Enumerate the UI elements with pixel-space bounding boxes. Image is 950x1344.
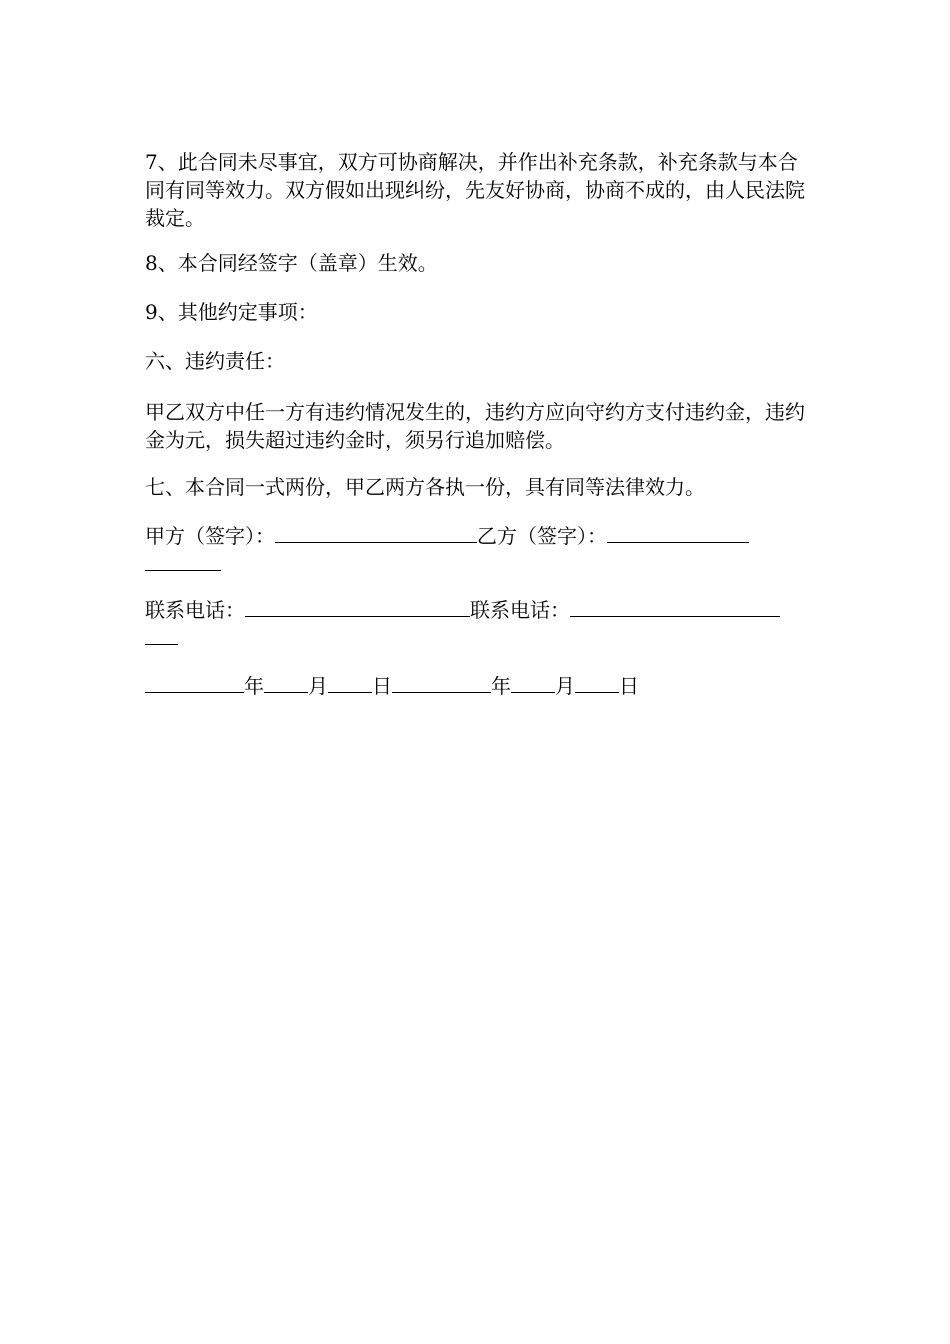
party-b-sign-blank[interactable] xyxy=(607,522,749,543)
date-a-month-label: 月 xyxy=(308,674,328,698)
date-line xyxy=(145,672,639,700)
date-a-month-blank[interactable] xyxy=(264,672,308,693)
contact-phone-label-b: 联系电话： xyxy=(470,598,570,622)
contact-phone-line xyxy=(145,596,780,624)
section-7-paragraph: 七、本合同一式两份，甲乙两方各执一份，具有同等法律效力。 xyxy=(145,475,705,499)
clause-9-paragraph: 9、其他约定事项： xyxy=(145,300,318,324)
clause-8-paragraph: 8、本合同经签字（盖章）生效。 xyxy=(145,251,438,275)
section-6-body: 甲乙双方中任一方有违约情况发生的，违约方应向守约方支付违约金，违约金为元，损失超过违约金时，须另行追加赔偿。 xyxy=(145,400,805,452)
date-b-month-blank[interactable] xyxy=(511,672,555,693)
section-6-title: 六、违约责任： xyxy=(145,349,285,373)
date-b-year-label: 年 xyxy=(491,674,511,698)
party-a-sign-label: 甲方（签字）： xyxy=(145,524,275,548)
date-a-year-label: 年 xyxy=(244,674,264,698)
party-b-sign-blank-continued[interactable] xyxy=(145,569,221,571)
date-b-month-label: 月 xyxy=(555,674,575,698)
date-b-year-blank[interactable] xyxy=(392,672,491,693)
date-a-day-blank[interactable] xyxy=(328,672,372,693)
contact-phone-b-blank-continued[interactable] xyxy=(145,643,178,645)
date-b-day-label: 日 xyxy=(619,674,639,698)
contact-phone-a-blank[interactable] xyxy=(245,596,470,617)
contact-phone-b-blank[interactable] xyxy=(570,596,780,617)
clause-7-paragraph: 7、此合同未尽事宜，双方可协商解决，并作出补充条款，补充条款与本合同有同等效力。双方假如出现纠纷，先友好协商，协商不成的，由人民法院裁定。 xyxy=(145,150,805,230)
party-a-sign-blank[interactable] xyxy=(275,522,477,543)
party-b-sign-label: 乙方（签字）： xyxy=(477,524,607,548)
date-b-day-blank[interactable] xyxy=(575,672,619,693)
date-a-day-label: 日 xyxy=(372,674,392,698)
contact-phone-label-a: 联系电话： xyxy=(145,598,245,622)
signature-line xyxy=(145,522,749,550)
date-a-year-blank[interactable] xyxy=(145,672,244,693)
